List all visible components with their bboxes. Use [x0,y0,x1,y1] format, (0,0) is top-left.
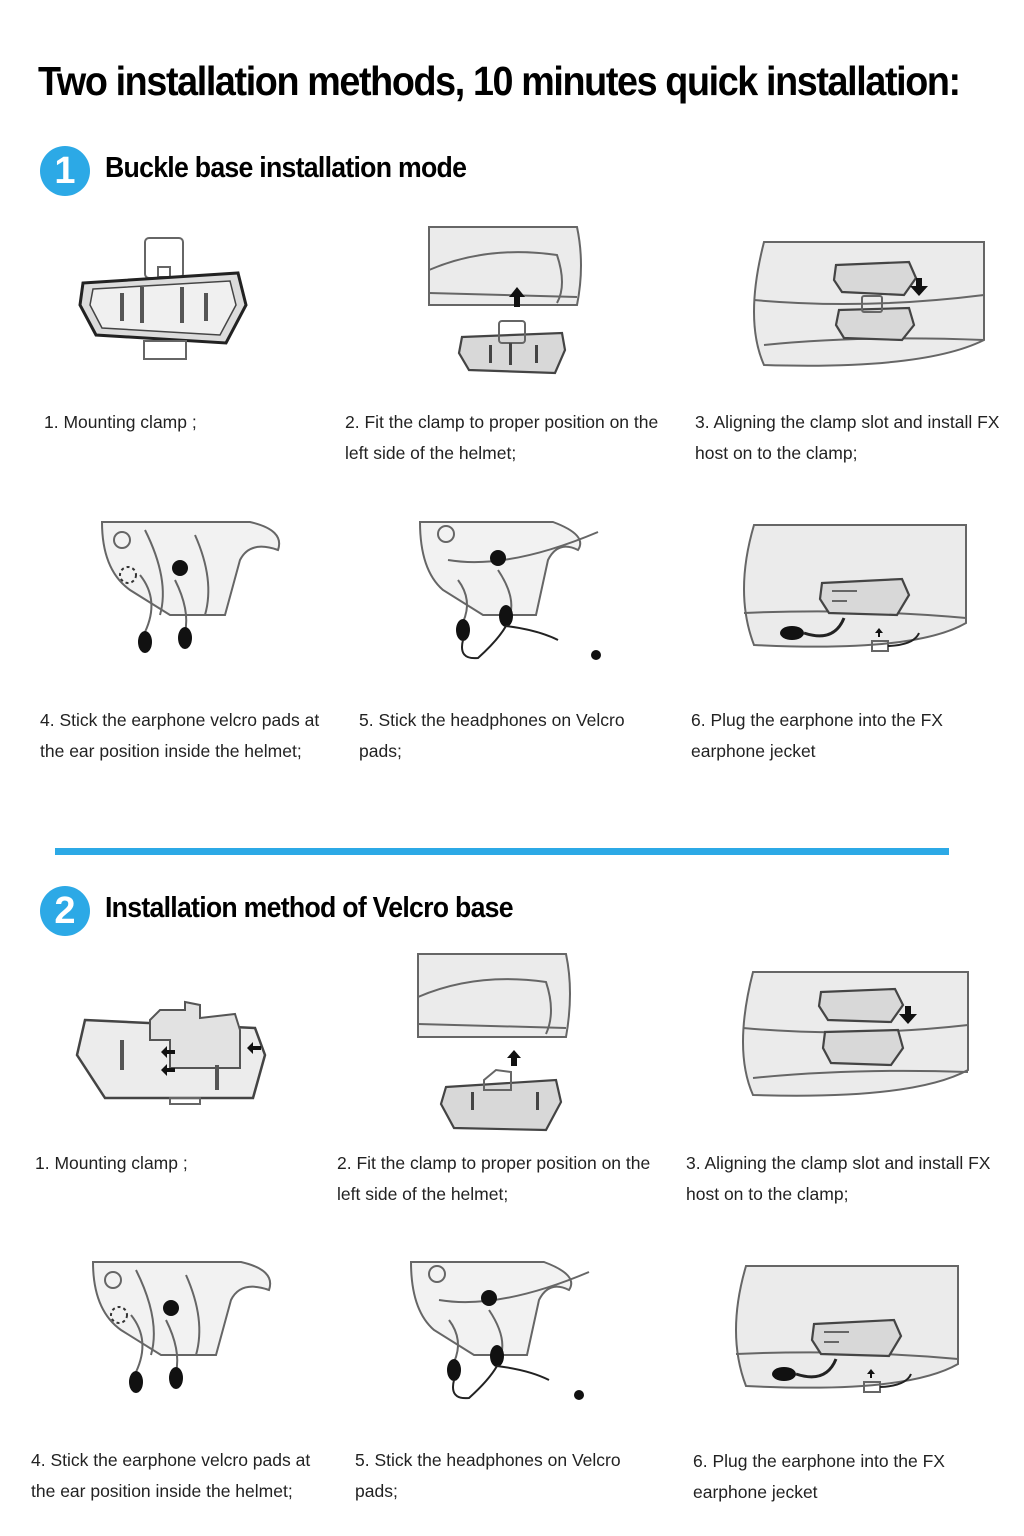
section-2-step-2-caption: 2. Fit the clamp to proper position on the left side of the helmet; [337,1153,651,1204]
section-divider [55,848,949,855]
section-1-step-3 [694,225,1019,475]
section-1-step-4 [40,515,340,775]
section-2-step-4-caption: 4. Stick the earphone velcro pads at the ear position inside the helmet; [31,1450,311,1501]
section-2-step-4 [31,1255,331,1515]
section-1-number-badge: 1 [40,146,90,196]
section-2-step-5 [354,1255,654,1515]
section-2-step-5-caption: 5. Stick the headphones on Velcro pads; [355,1450,621,1501]
section-2-title: Installation method of Velcro base [105,892,513,924]
earphone-velcro-pads-illustration-2 [91,1260,281,1395]
fx-host-velcro-install-illustration [733,970,973,1100]
section-2-step-1-caption: 1. Mounting clamp ; [35,1153,188,1173]
headphones-on-velcro-illustration-2 [409,1260,609,1410]
section-1-step-2 [345,225,685,475]
section-1-step-1 [40,225,340,465]
section-1-step-6 [690,515,990,775]
section-2-step-1 [31,965,331,1205]
section-1-step-4-caption: 4. Stick the earphone velcro pads at the ear position inside the helmet; [40,710,320,761]
fx-host-install-illustration [744,240,989,370]
headphones-on-velcro-illustration [418,520,618,670]
section-2-step-3 [685,965,1015,1215]
helmet-clamp-fit-illustration [427,225,587,385]
plug-earphone-illustration [734,523,969,658]
section-2-step-6-caption: 6. Plug the earphone into the FX earphone jecket [693,1451,945,1502]
section-2-header [40,886,940,940]
section-2-step-2 [336,952,676,1212]
helmet-velcro-fit-illustration [416,952,576,1137]
buckle-clamp-illustration [78,235,253,365]
section-2-step-3-caption: 3. Aligning the clamp slot and install FX host on to the clamp; [686,1153,991,1204]
section-1-step-6-caption: 6. Plug the earphone into the FX earphone jecket [691,710,943,761]
section-1-title: Buckle base installation mode [105,152,467,184]
plug-earphone-illustration-2 [726,1264,961,1399]
section-1-header [40,146,940,200]
section-1-step-3-caption: 3. Aligning the clamp slot and install FX host on to the clamp; [695,412,1000,463]
section-1-step-5 [358,515,658,775]
earphone-velcro-pads-illustration [100,520,290,655]
section-1-step-5-caption: 5. Stick the headphones on Velcro pads; [359,710,625,761]
section-2-step-6 [692,1256,992,1516]
velcro-clamp-illustration [75,1000,270,1110]
section-1-step-1-caption: 1. Mounting clamp ; [44,412,197,432]
section-2-number-badge: 2 [40,886,90,936]
page-title: Two installation methods, 10 minutes quick installation: [38,58,960,104]
section-1-step-2-caption: 2. Fit the clamp to proper position on the left side of the helmet; [345,412,659,463]
